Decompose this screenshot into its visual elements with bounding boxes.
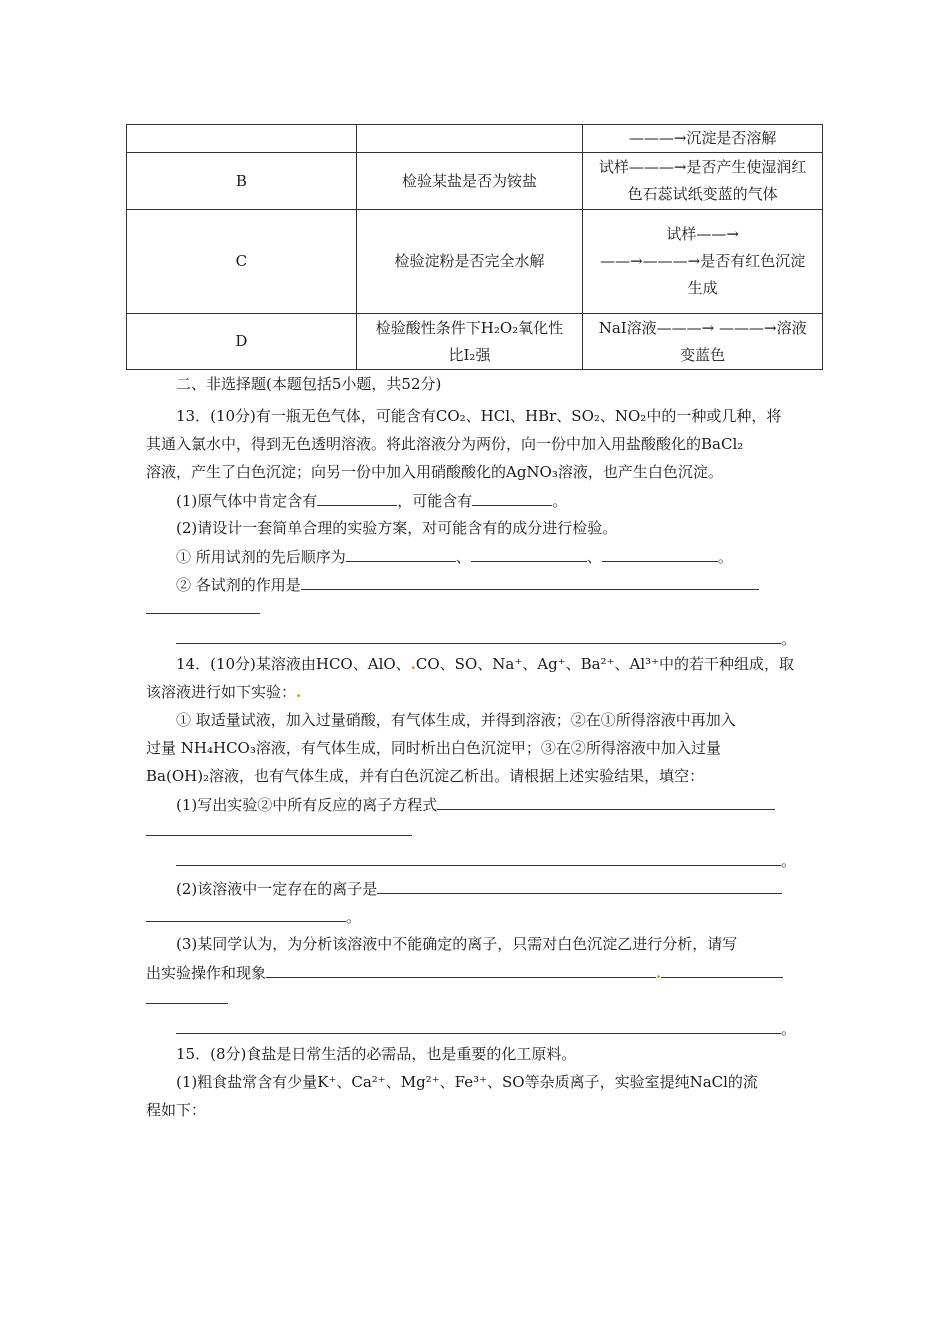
q14-part3 bbox=[146, 962, 811, 983]
answer-blank[interactable] bbox=[176, 850, 781, 866]
answer-blank[interactable] bbox=[176, 1018, 781, 1034]
continued-method-text: ———→沉淀是否溶解 bbox=[628, 129, 777, 147]
mark-dot: . bbox=[656, 964, 662, 982]
table-cell bbox=[356, 125, 583, 153]
q13-intro: 溶液，产生了白色沉淀；向另一份中加入用硝酸酸化的AgNO₃溶液，也产生白色沉淀。 bbox=[146, 463, 723, 481]
method-line: 试样——→ bbox=[666, 225, 739, 243]
q15-part1: 程如下： bbox=[146, 1101, 207, 1119]
q14-intro-text: 14．(10分)某溶液由HCO、AlO、 bbox=[176, 655, 411, 673]
period: 。 bbox=[552, 492, 568, 510]
section-heading: 二、非选择题(本题包括5小题，共52分) bbox=[176, 375, 442, 393]
separator: 、 bbox=[586, 548, 602, 566]
q15-part1: (1)粗食盐常含有少量K⁺、Ca²⁺、Mg²⁺、Fe³⁺、SO等杂质离子，实验室提纯NaCl的流 bbox=[176, 1073, 758, 1091]
answer-blank[interactable] bbox=[266, 962, 656, 978]
q13-intro: 其通入氯水中，得到无色透明溶液。将此溶液分为两份，向一份中加入用盐酸酸化的BaCl₂ bbox=[146, 435, 744, 453]
method-cell bbox=[583, 314, 823, 370]
table-cell bbox=[127, 125, 357, 153]
continuation-blank-line bbox=[146, 598, 811, 619]
q13-part2-1-text: ① 所用试剂的先后顺序为 bbox=[176, 548, 346, 566]
answer-blank[interactable] bbox=[176, 628, 781, 644]
answer-blank[interactable] bbox=[301, 574, 759, 590]
answer-blank[interactable] bbox=[146, 906, 346, 922]
continuation-blank-line bbox=[146, 988, 811, 1009]
purpose-cell: 检验某盐是否为铵盐 bbox=[356, 153, 583, 210]
experiment-table bbox=[126, 124, 823, 370]
q14-intro bbox=[146, 654, 841, 674]
table-row bbox=[127, 153, 823, 210]
mark-dot: . bbox=[410, 655, 416, 673]
period: 。 bbox=[781, 630, 797, 648]
q13-part2: (2)请设计一套简单合理的实验方案，对可能含有的成分进行检验。 bbox=[176, 519, 618, 537]
answer-blank[interactable] bbox=[661, 962, 783, 978]
q13-part1-text: ，可能含有 bbox=[397, 492, 473, 510]
purpose-cell bbox=[356, 314, 583, 370]
q13-intro: 13．(10分)有一瓶无色气体，可能含有CO₂、HCl、HBr、SO₂、NO₂中的一种或几种，将 bbox=[176, 407, 782, 425]
answer-blank[interactable] bbox=[146, 820, 412, 836]
purpose-cell: 检验淀粉是否完全水解 bbox=[356, 210, 583, 314]
answer-blank[interactable] bbox=[146, 598, 260, 614]
table-row bbox=[127, 210, 823, 314]
q14-part1-text: (1)写出实验②中所有反应的离子方程式 bbox=[176, 796, 438, 814]
table-row bbox=[127, 125, 823, 153]
option-label: D bbox=[127, 314, 357, 370]
q14-part2-text: (2)该溶液中一定存在的离子是 bbox=[176, 880, 378, 898]
q13-part2-2-text: ② 各试剂的作用是 bbox=[176, 576, 301, 594]
answer-blank[interactable] bbox=[346, 546, 456, 562]
q13-part2-2 bbox=[146, 574, 841, 595]
purpose-line: 检验酸性条件下H₂O₂氧化性 bbox=[375, 318, 564, 337]
q14-part2 bbox=[146, 878, 841, 899]
continuation-blank-line bbox=[146, 906, 811, 927]
answer-blank[interactable] bbox=[472, 490, 552, 506]
purpose-line: 比I₂强 bbox=[448, 345, 491, 364]
q14-part3: (3)某同学认为，为分析该溶液中不能确定的离子，只需对白色沉淀乙进行分析，请写 bbox=[176, 935, 738, 953]
method-line: 生成 bbox=[687, 279, 718, 297]
q14-step: 过量 NH₄HCO₃溶液，有气体生成，同时析出白色沉淀甲；③在②所得溶液中加入过量 bbox=[146, 739, 721, 757]
method-line: NaI溶液———→ ———→溶液 bbox=[598, 318, 807, 337]
q15-intro: 15．(8分)食盐是日常生活的必需品，也是重要的化工原料。 bbox=[176, 1045, 577, 1063]
answer-line bbox=[146, 850, 841, 871]
q14-intro bbox=[146, 682, 811, 702]
q14-step: Ba(OH)₂溶液，也有气体生成，并有白色沉淀乙析出。请根据上述实验结果，填空： bbox=[146, 767, 705, 785]
option-label: C bbox=[127, 210, 357, 314]
table-cell bbox=[583, 125, 823, 153]
q14-part3-text: 出实验操作和现象 bbox=[146, 964, 267, 982]
continuation-blank-line bbox=[146, 820, 811, 841]
period: 。 bbox=[781, 1020, 797, 1038]
separator: 、 bbox=[455, 548, 471, 566]
method-cell bbox=[583, 210, 823, 314]
q13-part1 bbox=[146, 490, 841, 511]
mark-dot: . bbox=[296, 683, 302, 701]
method-line: ——→———→是否有红色沉淀 bbox=[600, 252, 806, 270]
q13-part1-text: (1)原气体中肯定含有 bbox=[176, 492, 318, 510]
period: 。 bbox=[781, 852, 797, 870]
q14-intro-text: 该溶液进行如下实验： bbox=[146, 683, 297, 701]
answer-blank[interactable] bbox=[317, 490, 397, 506]
table-row bbox=[127, 314, 823, 370]
q14-step: ① 取适量试液，加入过量硝酸，有气体生成，并得到溶液；②在①所得溶液中再加入 bbox=[176, 711, 736, 729]
method-cell bbox=[583, 153, 823, 210]
period: 。 bbox=[346, 908, 362, 926]
answer-line bbox=[146, 628, 841, 649]
period: 。 bbox=[717, 548, 733, 566]
method-line: 试样———→是否产生使湿润红 bbox=[598, 158, 807, 176]
answer-blank[interactable] bbox=[146, 988, 228, 1004]
q14-part1 bbox=[146, 794, 841, 815]
option-label: B bbox=[127, 153, 357, 210]
answer-blank[interactable] bbox=[471, 546, 587, 562]
q14-intro-text: CO、SO、Na⁺、Ag⁺、Ba²⁺、Al³⁺中的若干种组成，取 bbox=[415, 655, 795, 673]
answer-line bbox=[146, 1018, 841, 1039]
answer-blank[interactable] bbox=[377, 878, 782, 894]
answer-blank[interactable] bbox=[437, 794, 775, 810]
method-line: 变蓝色 bbox=[680, 345, 726, 364]
method-line: 色石蕊试纸变蓝的气体 bbox=[627, 185, 778, 203]
q13-part2-1 bbox=[146, 546, 841, 567]
answer-blank[interactable] bbox=[602, 546, 718, 562]
